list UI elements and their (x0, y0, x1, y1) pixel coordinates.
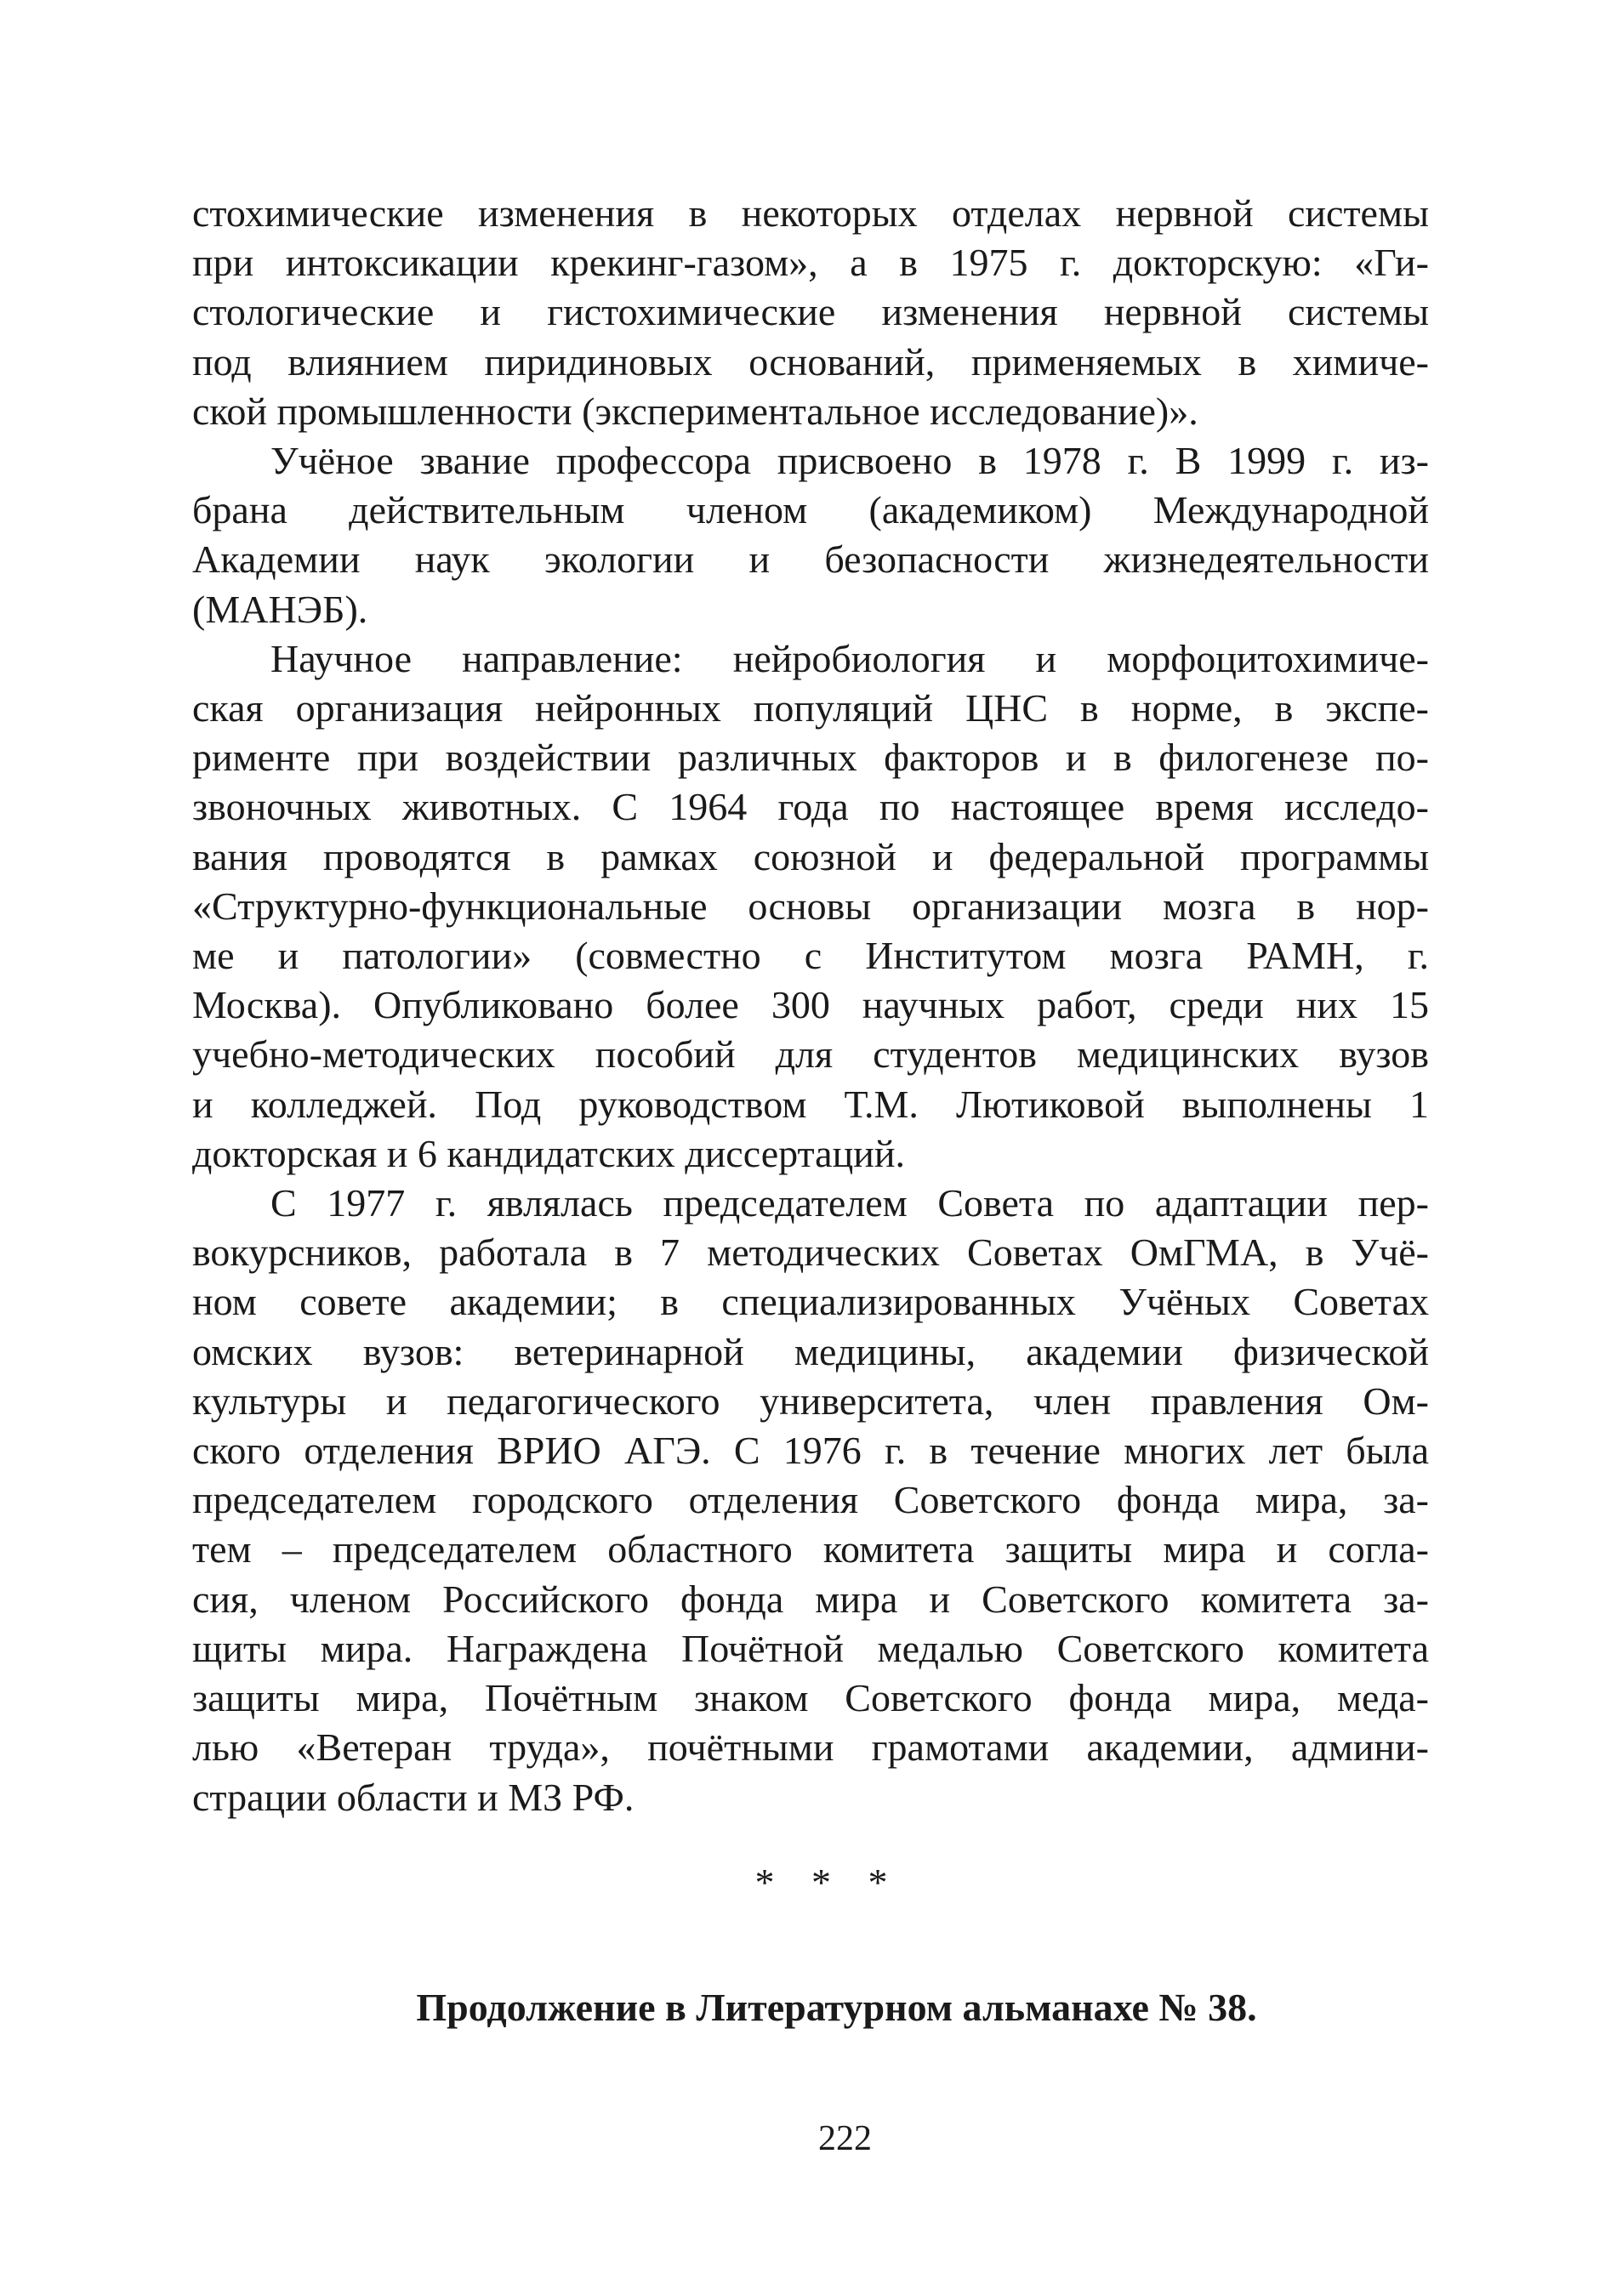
section-separator: * * * (754, 1861, 902, 1904)
text-line: щиты мира. Награждена Почётной медалью Советского комитета (192, 1626, 1429, 1670)
text-line: председателем городского отделения Советского фонда мира, за- (192, 1478, 1429, 1522)
paragraph (192, 1179, 1429, 1822)
text-line: «Структурно-функциональные основы организации мозга в нор- (192, 884, 1429, 928)
text-line: Москва). Опубликовано более 300 научных работ, среди них 15 (192, 983, 1429, 1027)
text-line: лью «Ветеран труда», почётными грамотами академии, админи- (192, 1725, 1429, 1770)
text-line: стологические и гистохимические изменения нервной системы (192, 290, 1429, 334)
text-line: ном совете академии; в специализированных Учёных Советах (192, 1280, 1429, 1324)
text-line: учебно-методических пособий для студентов медицинских вузов (192, 1032, 1429, 1077)
paragraph (192, 634, 1429, 1179)
continuation-note: Продолжение в Литературном альманахе № 38. (416, 1986, 1257, 2029)
text-line: тем – председателем областного комитета защиты мира и согла- (192, 1527, 1429, 1571)
text-line: рименте при воздействии различных факторов и в филогенезе по- (192, 736, 1429, 780)
page-number: 222 (818, 2119, 872, 2158)
text-line: звоночных животных. С 1964 года по настоящее время исследо- (192, 785, 1429, 829)
text-line: ме и патологии» (совместно с Институтом мозга РАМН, г. (192, 934, 1429, 978)
text-line: и колледжей. Под руководством Т.М. Лютиковой выполнены 1 (192, 1082, 1429, 1126)
paragraph (192, 436, 1429, 634)
paragraph (192, 189, 1429, 436)
text-line: страции области и МЗ РФ. (192, 1775, 635, 1819)
text-line: ского отделения ВРИО АГЭ. С 1976 г. в течение многих лет была (192, 1429, 1429, 1473)
text-line: брана действительным членом (академиком) Международной (192, 488, 1429, 532)
text-line: Академии наук экологии и безопасности жизнедеятельности (192, 537, 1429, 582)
text-line: культуры и педагогического университета, член правления Ом- (192, 1378, 1429, 1423)
body-text (192, 189, 1429, 1822)
text-line: ская организация нейронных популяций ЦНС в норме, в экспе- (192, 686, 1429, 730)
text-line: при интоксикации крекинг-газом», а в 1975 г. докторскую: «Ги- (192, 241, 1429, 285)
text-line: (МАНЭБ). (192, 587, 368, 631)
text-line: защиты мира, Почётным знаком Советского фонда мира, меда- (192, 1676, 1429, 1720)
text-line: ской промышленности (экспериментальное исследование)». (192, 389, 1198, 433)
text-line: вокурсников, работала в 7 методических Советах ОмГМА, в Учё- (192, 1230, 1429, 1275)
text-line: С 1977 г. являлась председателем Совета по адаптации пер- (270, 1181, 1429, 1225)
text-line: сия, членом Российского фонда мира и Советского комитета за- (192, 1577, 1429, 1621)
text-line: вания проводятся в рамках союзной и федеральной программы (192, 834, 1429, 878)
text-line: омских вузов: ветеринарной медицины, академии физической (192, 1329, 1429, 1373)
text-line: Научное направление: нейробиология и морфоцитохимиче- (270, 636, 1429, 680)
text-line: под влиянием пиридиновых оснований, применяемых в химиче- (192, 339, 1429, 384)
text-line: Учёное звание профессора присвоено в 1978 г. В 1999 г. из- (270, 439, 1429, 483)
text-line: докторская и 6 кандидатских диссертаций. (192, 1131, 905, 1175)
text-line: стохимические изменения в некоторых отделах нервной системы (192, 191, 1429, 235)
